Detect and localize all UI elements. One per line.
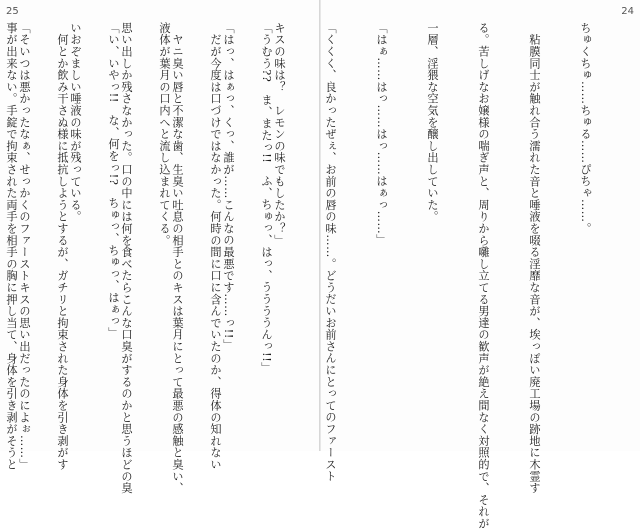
text-line: 「そいつは悪かったなぁ、せっかくのファーストキスの思い出だったのによぉ……」: [18, 22, 31, 471]
page-number-right: 24: [621, 6, 634, 17]
text-line: 液体が葉月の口内へと流し込まれてくる。: [158, 22, 171, 247]
text-line: 思い出しか残さなかった。口の中には何を食べたらこんな口臭がするのかと思うほどの臭: [120, 22, 133, 494]
text-line: ちゅくちゅ……ちゅる……ぴちゃ……。: [579, 22, 592, 235]
text-line: 「うむう?? ま、またっ!! ふ、ちゅっ、はっ、ううううんっ!!」: [260, 22, 273, 375]
text-line: だが今度は口づけではなかった。何時の間に口に含んでいたのか、得体の知れない: [209, 22, 222, 471]
text-line: る。苦しげなお嬢様の喘ぎ声と、周りから囃し立てる男達の歓声が絶え間なく対照的で、それが: [477, 22, 490, 529]
text-line: 「はぁ……はっ……はっ……はぁっ……」: [375, 22, 388, 247]
text-line: いおぞましい唾液の味が残っている。: [69, 22, 82, 223]
text-line: 「はっ、はぁっ、くっ、誰が……こんなの最悪です……っ!!」: [222, 22, 235, 351]
text-line: 何とか飲み干さぬ様に抵抗しようとするが、ガチリと拘束された身体を引き剥がす: [56, 22, 69, 471]
text-line: 「くくく、良かったぜぇ、お前の唇の味……。どうだいお前さんにとってのファースト: [324, 22, 337, 483]
text-line: 事が出来ない。手錠で拘束された両手を相手の胸に押し当て、身体を引き剥がそうと: [5, 22, 18, 471]
text-line: ヤニ臭い唇と不潔な歯、生臭い吐息の相手とのキスは葉月にとって最悪の感触と臭い、: [171, 22, 184, 494]
text-line: 「い、いやっ!! な、何をっ!? ちゅっ、ちゅっ、はぁっ」: [107, 22, 120, 339]
text-line: 一層、淫猥な空気を醸し出していた。: [426, 22, 439, 223]
text-line: キスの味は？ レモンの味でもしたか？」: [273, 22, 286, 247]
page-number-left: 25: [6, 6, 19, 17]
text-line: 粘膜同士が触れ合う濡れた音と唾液を啜る淫靡な音が、埃っぽい廃工場の跡地に木霊す: [528, 22, 541, 494]
